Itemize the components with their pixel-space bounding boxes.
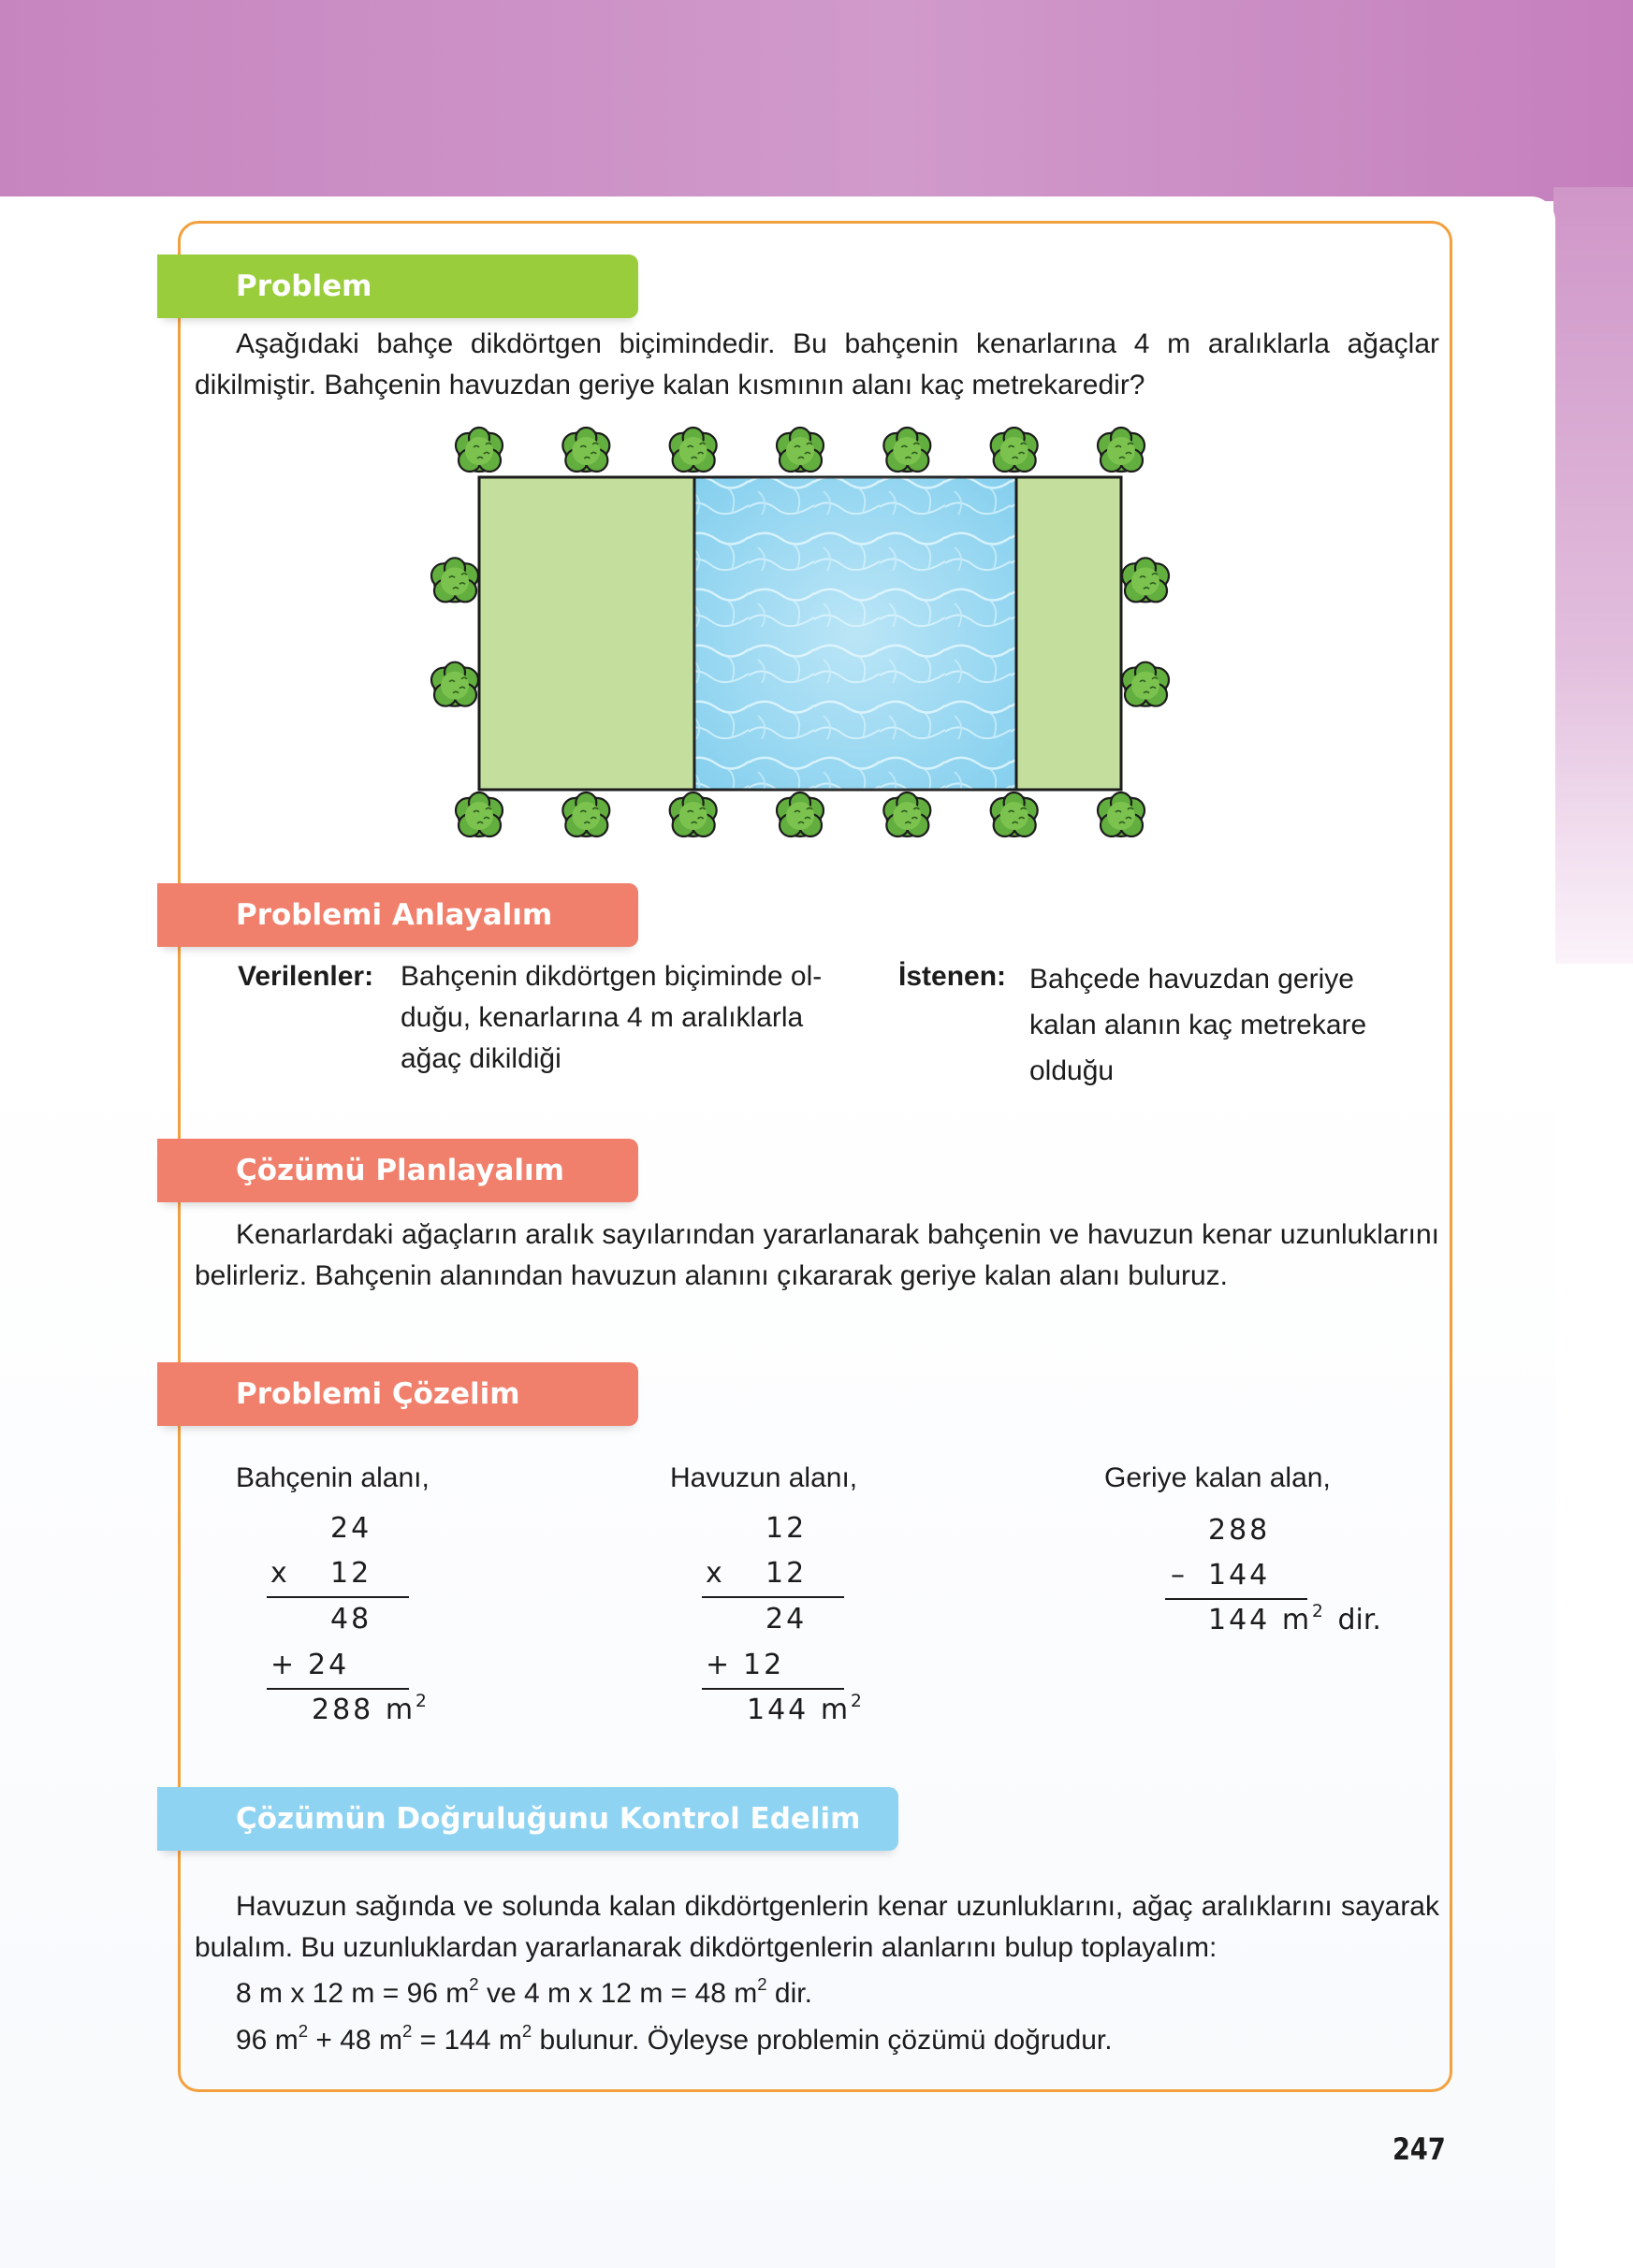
tree-icon — [431, 558, 478, 602]
problem-text: Aşağıdaki bahçe dikdörtgen biçimindedir. Bu bahçenin kenarlarına 4 m aralıklarla ağaçlar dikilmiştir. Bahçenin havuzdan geriye kalan kısmının alanı kaç metrekaredir? — [195, 328, 1439, 400]
plan-banner: Çözümü Planlayalım — [157, 1139, 638, 1202]
tree-icon — [562, 792, 609, 836]
tree-icon — [1122, 558, 1169, 602]
remaining-minuend: 288 — [1208, 1514, 1271, 1547]
garden-left-area — [479, 477, 694, 790]
check-equation-1: 8 m x 12 m = 96 $m^2$ ve 4 m x 12 m = 48 $m^2$ dir. — [236, 1973, 812, 2009]
garden-partial-1: 48 — [330, 1603, 372, 1636]
garden-rule-2 — [267, 1688, 409, 1690]
page-number: 247 — [1392, 2131, 1446, 2167]
tree-icon — [1098, 792, 1145, 836]
tree-icon — [991, 792, 1038, 836]
pool-rule-2 — [702, 1688, 844, 1690]
garden-partial-2: 24 — [308, 1649, 350, 1681]
tree-icon — [991, 428, 1038, 472]
garden-plus-sign: + — [270, 1649, 298, 1681]
tree-icon — [670, 428, 717, 472]
tree-icon — [431, 662, 478, 706]
remaining-rule — [1165, 1598, 1307, 1600]
understand-banner: Problemi Anlayalım — [157, 883, 638, 947]
check-banner: Çözümün Doğruluğunu Kontrol Edelim — [157, 1787, 898, 1851]
top-color-band — [0, 0, 1633, 201]
wanted-label: İstenen: — [898, 961, 1007, 992]
given-label: Verilenler: — [238, 961, 374, 992]
pool-factor-b: 12 — [765, 1557, 808, 1590]
garden-area-label: Bahçenin alanı, — [236, 1462, 430, 1493]
pool-partial-1: 24 — [765, 1603, 808, 1636]
tree-icon — [1122, 662, 1169, 706]
pool-partial-2: 12 — [743, 1649, 785, 1681]
solve-banner: Problemi Çözelim — [157, 1362, 638, 1426]
tree-icon — [562, 428, 609, 472]
check-text: Havuzun sağında ve solunda kalan dikdörtgenlerin kenar uzunluklarını, ağaç aralıklarını sayarak bulalım. Bu uzunluklardan yararlanarak dikdörtgenlerin alanlarını bulup toplayalım: — [195, 1891, 1439, 1963]
garden-right-area — [1016, 477, 1121, 790]
tree-icon — [883, 428, 930, 472]
garden-times-sign: x — [270, 1557, 290, 1590]
tree-icon — [883, 792, 930, 836]
tree-icon — [777, 428, 824, 472]
problem-banner: Problem — [157, 254, 638, 318]
given-text: Bahçenin dikdörtgen biçiminde ol- duğu, kenarlarına 4 m aralıklarla ağaç dikildiği — [401, 961, 823, 1074]
pool-rule-1 — [702, 1596, 844, 1598]
pool-area-label: Havuzun alanı, — [670, 1462, 858, 1493]
remaining-subtrahend: 144 — [1208, 1559, 1271, 1592]
tree-icon — [1098, 428, 1145, 472]
garden-factor-a: 24 — [330, 1512, 372, 1545]
check-equation-2: 96 $m^2 + 48$ $m^2 = 144$ $m^2$ bulunur. Öyleyse problemin çözümü doğrudur. — [236, 2020, 1113, 2056]
plan-text: Kenarlardaki ağaçların aralık sayılarından yararlanarak bahçenin ve havuzun kenar uzunluklarını belirleriz. Bahçenin alanından havuzun alanını çıkararak geriye kalan alanı buluruz. — [195, 1219, 1439, 1291]
right-edge-strip — [1553, 187, 1633, 964]
garden-rule-1 — [267, 1596, 409, 1598]
check-equations — [195, 1970, 1439, 2064]
tree-icon — [670, 792, 717, 836]
pool-highlight — [694, 477, 1016, 790]
remaining-result: 144 $m^2$ dir. — [1208, 1601, 1381, 1636]
tree-icon — [777, 792, 824, 836]
pool-plus-sign: + — [706, 1649, 733, 1681]
garden-result: 288 $m^2$ — [312, 1691, 430, 1726]
garden-pool-diagram — [421, 412, 1198, 851]
remaining-minus-sign: – — [1171, 1559, 1188, 1592]
garden-factor-b: 12 — [330, 1557, 372, 1590]
tree-icon — [456, 428, 503, 472]
wanted-text: Bahçede havuzdan geriye kalan alanın kaç metrekare olduğu — [1029, 964, 1367, 1086]
pool-result: 144 $m^2$ — [747, 1691, 865, 1726]
pool-factor-a: 12 — [765, 1512, 808, 1545]
pool-times-sign: x — [706, 1557, 725, 1590]
remaining-area-label: Geriye kalan alan, — [1104, 1462, 1331, 1493]
tree-icon — [456, 792, 503, 836]
